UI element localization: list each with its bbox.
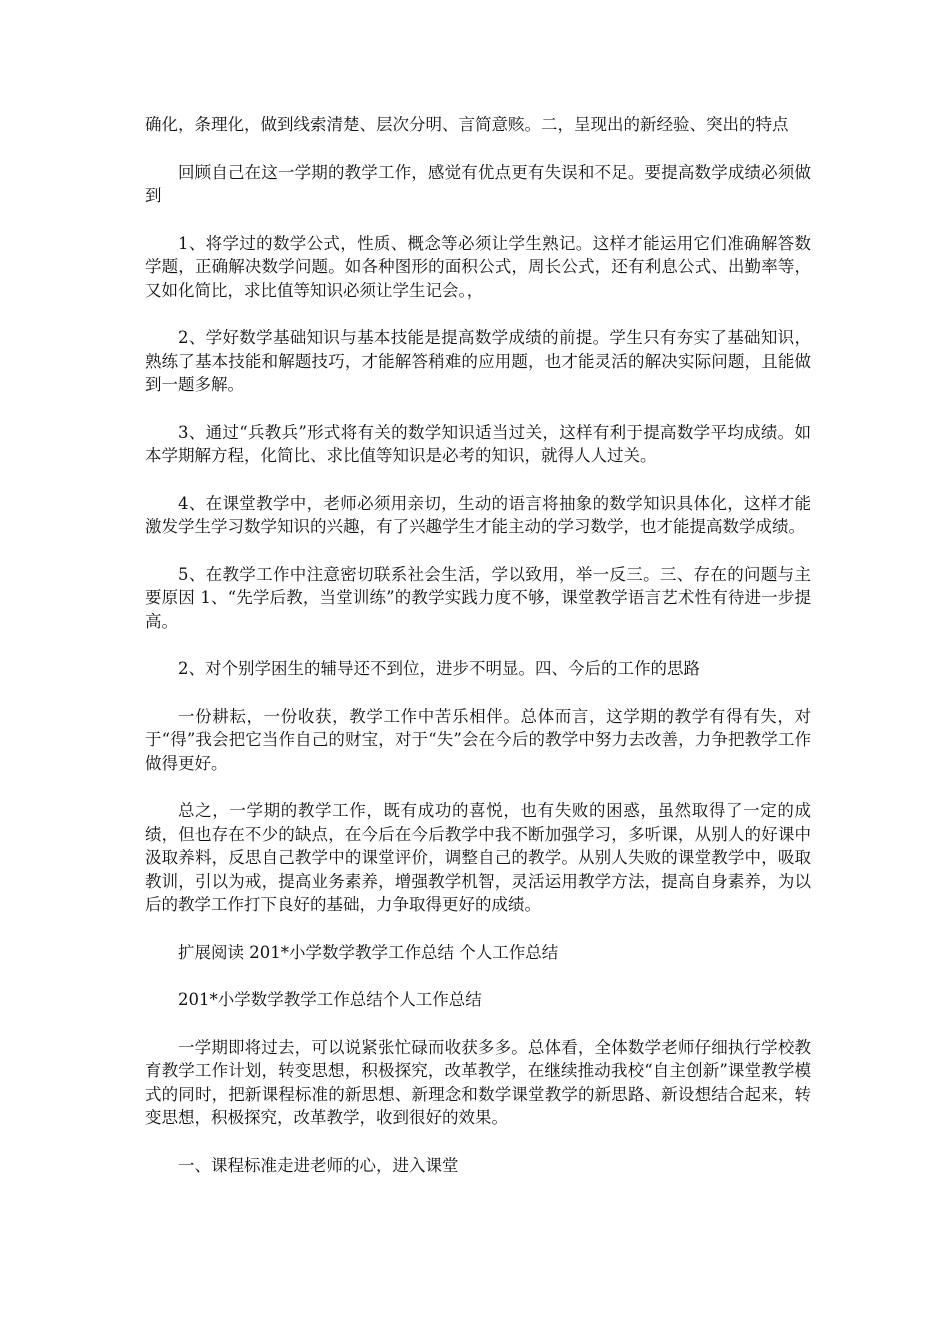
section-title: 201*小学数学教学工作总结个人工作总结 xyxy=(178,990,482,1009)
extended-reading-heading: 扩展阅读 201*小学数学教学工作总结 个人工作总结 xyxy=(178,942,559,962)
paragraph-10: 总之，一学期的教学工作，既有成功的喜悦，也有失败的困惑，虽然取得了一定的成绩，但也存在不少的缺点，在今后在今后教学中我不断加强学习，多听课，从别人的好课中汲取养料，反思自己教学中的课堂评价，调整自己的教学。从别人失败的课堂教学中，吸取教训，引以为戒，提高业务素养，增强教学机智，灵活运用教学方法，提高自身素养，为以后的教学工作打下良好的基础，力争取得更好的成绩。 xyxy=(145,801,811,914)
paragraph-1: 确化，条理化，做到线索清楚、层次分明、言简意赅。二，呈现出的新经验、突出的特点 xyxy=(145,115,789,134)
paragraph-9: 一份耕耘，一份收获，教学工作中苦乐相伴。总体而言，这学期的教学有得有失，对于“得”我会把它当作自己的财宝，对于“失”会在今后的教学中努力去改善，力争把教学工作做得更好。 xyxy=(145,706,811,773)
paragraph-5: 3、通过“兵教兵”形式将有关的数学知识适当过关，这样有利于提高数学平均成绩。如本学期解方程，化简比、求比值等知识是必考的知识，就得人人过关。 xyxy=(145,422,811,465)
paragraph-7: 5、在教学工作中注意密切联系社会生活，学以致用，举一反三。三、存在的问题与主要原因 1、“先学后教，当堂训练”的教学实践力度不够，课堂教学语言艺术性有待进一步提高。 xyxy=(145,564,811,631)
document-page xyxy=(145,113,811,1201)
paragraph-13: 一学期即将过去，可以说紧张忙碌而收获多多。总体看，全体数学老师仔细执行学校教育教学工作计划，转变思想，积极探究，改革教学，在继续推动我校“自主创新”课堂教学模式的同时，把新课程标准的新思想、新理念和数学课堂教学的新思路、新设想结合起来，转变思想，积极探究，改革教学，收到很好的效果。 xyxy=(145,1037,811,1127)
paragraph-4: 2、学好数学基础知识与基本技能是提高数学成绩的前提。学生只有夯实了基础知识，熟练了基本技能和解题技巧，才能解答稍难的应用题，也才能灵活的解决实际问题，且能做到一题多解。 xyxy=(145,328,811,394)
paragraph-2: 回顾自己在这一学期的教学工作，感觉有优点更有失误和不足。要提高数学成绩必须做到 xyxy=(145,162,811,205)
paragraph-3: 1、将学过的数学公式，性质、概念等必须让学生熟记。这样才能运用它们准确解答数学题，正确解决数学问题。如各种图形的面积公式，周长公式，还有利息公式、出勤率等，又如化简比，求比值等知识必须让学生记会。， xyxy=(145,233,811,300)
paragraph-6: 4、在课堂教学中，老师必须用亲切，生动的语言将抽象的数学知识具体化，这样才能激发学生学习数学知识的兴趣，有了兴趣学生才能主动的学习数学，也才能提高数学成绩。 xyxy=(145,493,811,536)
paragraph-8: 2、对个别学困生的辅导还不到位，进步不明显。四、今后的工作的思路 xyxy=(178,659,700,678)
subsection-heading: 一、课程标准走进老师的心，进入课堂 xyxy=(178,1155,459,1175)
